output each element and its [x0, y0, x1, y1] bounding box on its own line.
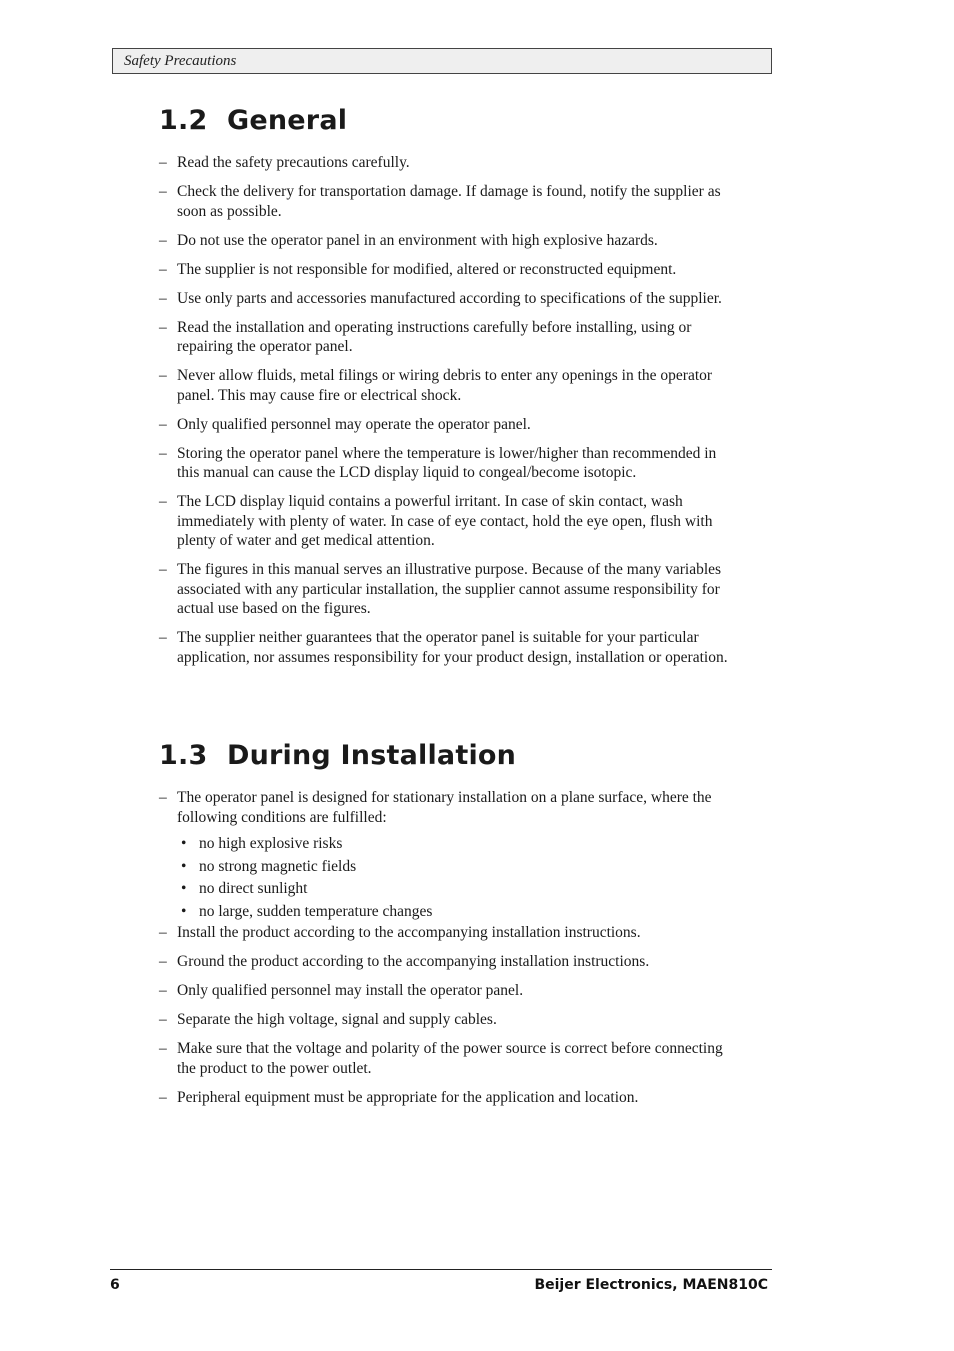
list-item: – Separate the high voltage, signal and supply cables.: [159, 1011, 497, 1029]
list-item: – Storing the operator panel where the temperature is lower/higher than recommended in this manual can cause the LCD display liquid to congeal/become isotopic.: [159, 444, 717, 481]
footer-divider: [110, 1269, 772, 1270]
list-item: – Peripheral equipment must be appropriate for the application and location.: [159, 1088, 639, 1106]
list-item: – The supplier neither guarantees that the operator panel is suitable for your particular application, nor assumes responsibility for your product design, installation or operation.: [159, 629, 728, 666]
section-number: 1.3: [159, 740, 208, 771]
running-header: [112, 48, 772, 74]
list-item: – Read the installation and operating instructions carefully before installing, using or repairing the operator panel.: [159, 318, 692, 355]
page-number: 6: [110, 1277, 120, 1293]
section-title: General: [227, 105, 348, 136]
list-item: – Ground the product according to the accompanying installation instructions.: [159, 953, 650, 971]
header-section-title: Safety Precautions: [124, 53, 237, 69]
condition-item: • no strong magnetic fields: [181, 857, 357, 875]
footer-publisher: Beijer Electronics, MAEN810C: [534, 1277, 768, 1293]
conditions-list: [181, 833, 734, 923]
conditions-group: [159, 833, 734, 923]
list-item: – Only qualified personnel may operate the operator panel.: [159, 415, 531, 433]
list-item: – The operator panel is designed for stationary installation on a plane surface, where the following conditions are fulfilled:: [159, 789, 712, 826]
section-heading-general: [159, 105, 347, 136]
list-item: – Only qualified personnel may install the operator panel.: [159, 982, 524, 1000]
section-heading-during-installation: [159, 740, 516, 771]
installation-list: [159, 788, 734, 1117]
condition-item: • no high explosive risks: [181, 835, 343, 852]
condition-item: • no direct sunlight: [181, 880, 308, 898]
list-item: – Do not use the operator panel in an environment with high explosive hazards.: [159, 231, 658, 249]
list-item: – The figures in this manual serves an illustrative purpose. Because of the many variables associated with any particular installation, the supplier cannot assume responsibility for actual use based on the figures.: [159, 561, 722, 617]
section-number: 1.2: [159, 105, 208, 136]
list-item: – Check the delivery for transportation damage. If damage is found, notify the supplier as soon as possible.: [159, 183, 721, 220]
list-item: – The LCD display liquid contains a powerful irritant. In case of skin contact, wash immediately with plenty of water. In case of eye contact, hold the eye open, flush with plenty of water and get medical attention.: [159, 493, 713, 549]
general-list: [159, 153, 734, 677]
list-item: – Install the product according to the accompanying installation instructions.: [159, 924, 641, 942]
section-title: During Installation: [227, 740, 517, 771]
list-item: – Make sure that the voltage and polarity of the power source is correct before connecting the product to the power outlet.: [159, 1040, 723, 1077]
list-item: – Never allow fluids, metal filings or wiring debris to enter any openings in the operator panel. This may cause fire or electrical shock.: [159, 367, 713, 404]
list-item: – Use only parts and accessories manufactured according to specifications of the supplier.: [159, 289, 722, 307]
list-item: – The supplier is not responsible for modified, altered or reconstructed equipment.: [159, 260, 677, 278]
list-item: – Read the safety precautions carefully.: [159, 154, 410, 171]
condition-item: • no large, sudden temperature changes: [181, 902, 433, 920]
